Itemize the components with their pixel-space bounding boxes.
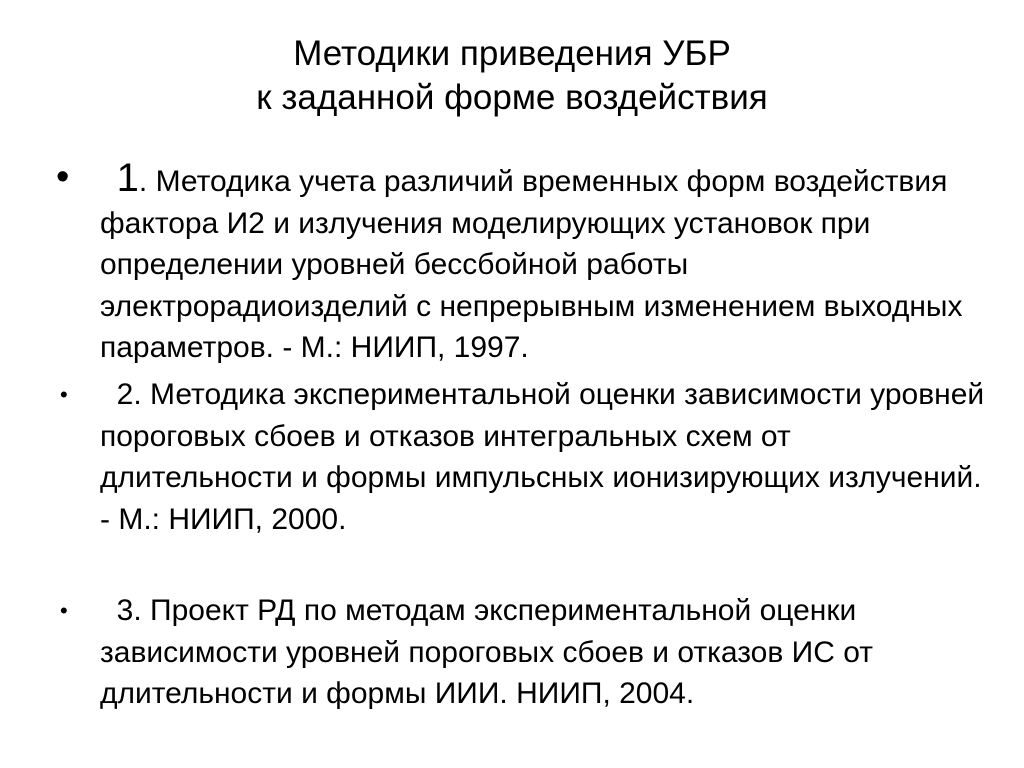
bullet-icon: • — [56, 156, 70, 198]
item-number: 1 — [116, 156, 139, 200]
bullet-icon: • — [60, 382, 68, 407]
item-text: . Методика учета различий временных форм воздействия фактора И2 и излучения моделирующих установок при определении уровней бессбойной работы электрорадиоизделий с непрерывным изменением выходных параметров. - М.: НИИП, 1997. — [100, 165, 963, 364]
list-item — [60, 590, 990, 715]
slide-title-line-2: к заданной форме воздействия — [256, 78, 768, 117]
list-item — [60, 374, 990, 540]
bullet-icon: • — [60, 598, 68, 623]
item-text: 2. Методика экспериментальной оценки зависимости уровней пороговых сбоев и отказов интегральных схем от длительности и формы импульсных ионизирующих излучений. - М.: НИИП, 2000. — [100, 378, 985, 536]
item-text: 3. Проект РД по методам экспериментальной оценки зависимости уровней пороговых сбоев и отказов ИС от длительности и формы ИИИ. НИИП, 2004. — [100, 594, 873, 710]
slide-title-line-1: Методики приведения УБР — [293, 34, 731, 73]
list-item — [56, 156, 990, 369]
